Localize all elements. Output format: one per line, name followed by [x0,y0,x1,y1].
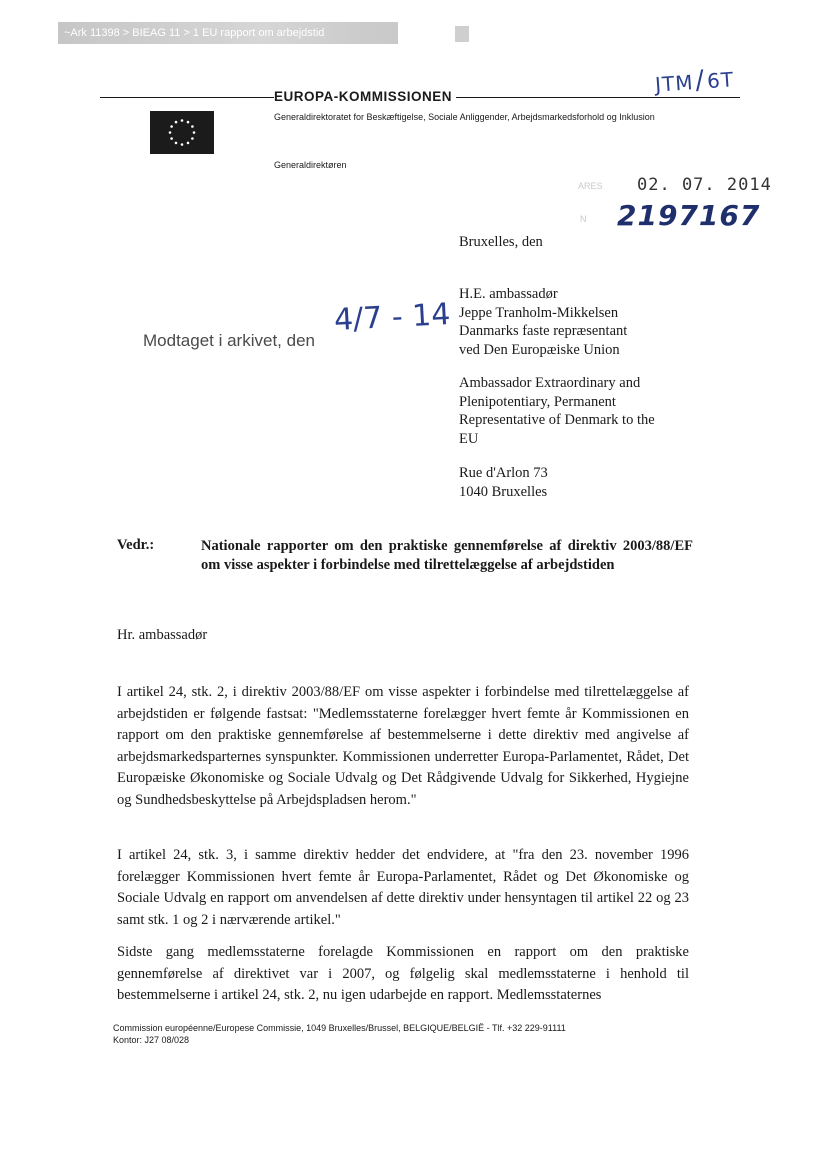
received-stamp-date: 02. 07. 2014 [637,175,772,195]
recipient-line: Plenipotentiary, Permanent [459,393,616,410]
scan-artifact [455,26,469,42]
recipient-line: EU [459,430,479,447]
handwritten-registration-number: 2197167 [617,199,761,232]
place-date-line: Bruxelles, den [459,234,543,250]
body-paragraph-2: I artikel 24, stk. 3, i samme direktiv hedder det endvidere, at "fra den 23. november 1996 forelægger Kommissionen hvert femte år Europa-Parlamentet, Rådet og Det Økonomiske og Sociale Udvalg en rapport om anvendelsen af dette direktiv under hensyntagen til artikel 22 og 23 samt stk. 1 og 2 i nærværende artikel." [117,847,689,928]
signatory-role: Generaldirektøren [274,160,347,170]
scan-header-strip [58,22,398,44]
recipient-english-block [459,374,699,448]
recipient-line: Ambassador Extraordinary and [459,375,641,391]
archive-handwritten-date: 4/7 - 14 [333,296,452,339]
footer [113,1022,713,1046]
recipient-line: H.E. ambassadør [459,286,558,302]
address-line: Rue d'Arlon 73 [459,465,548,481]
recipient-address-block [459,464,699,501]
salutation: Hr. ambassadør [117,627,208,643]
archive-received-label: Modtaget i arkivet, den [143,331,315,350]
body-paragraph-3: Sidste gang medlemsstaterne forelagde Kommissionen en rapport om den praktiske gennemførelse af direktivet var i 2007, og følgelig skal medlemsstaterne i henhold til bestemmelserne i artikel 24, stk. 2, nu igen udarbejde en rapport. Medlemsstaternes [117,944,689,1003]
eu-flag-logo [150,111,214,154]
footer-address: Commission européenne/Europese Commissie, 1049 Bruxelles/Brussel, BELGIQUE/BELGIË - Tlf. +32 229-91111 [113,1023,566,1033]
recipient-line: ved Den Europæiske Union [459,341,620,358]
recipient-danish-block [459,285,699,359]
handwritten-code-right: 6T [706,67,735,94]
handwritten-code-left: JTM [654,70,695,97]
subject-text: Nationale rapporter om den praktiske gennemførelse af direktiv 2003/88/EF om visse aspekter i forbindelse med tilrettelæggelse af arbejdstiden [201,538,693,573]
recipient-line: Jeppe Tranholm-Mikkelsen [459,304,619,321]
body-paragraph-1: I artikel 24, stk. 2, i direktiv 2003/88/EF om visse aspekter i forbindelse med tilrettelæggelse af arbejdstiden er følgende fastsat: "Medlemsstaterne forelægger hvert femte år Kommissionen en rapport om den praktiske gennemførelse af bestemmelserne i dette direktiv med angivelse af arbejdsmarkedsparternes synspunkter. Kommissionen underretter Europa-Parlamentet, Rådet, Det Europæiske Økonomiske og Sociale Udvalg og Det Rådgivende Udvalg for Sikkerhed, Hygiejne og Sundhedsbeskyttelse på Arbejdspladsen herom." [117,684,689,808]
eu-stars-icon [150,111,214,154]
subject-label: Vedr.: [117,537,155,553]
stamp-faint-mark-2: N [580,214,587,224]
scan-header-text: ~Ark 11398 > BIEAG 11 > 1 EU rapport om arbejdstid [64,27,325,39]
recipient-line: Danmarks faste repræsentant [459,323,628,339]
address-line: 1040 Bruxelles [459,483,548,500]
recipient-line: Representative of Denmark to the [459,412,655,428]
footer-office: Kontor: J27 08/028 [113,1035,190,1045]
directorate-name: Generaldirektoratet for Beskæftigelse, Sociale Anliggender, Arbejdsmarkedsforhold og Inklusion [274,112,655,122]
stamp-faint-mark: ARES [578,181,603,191]
organization-name: EUROPA-KOMMISSIONEN [274,89,456,104]
handwritten-code: JTM/6T [654,65,735,97]
